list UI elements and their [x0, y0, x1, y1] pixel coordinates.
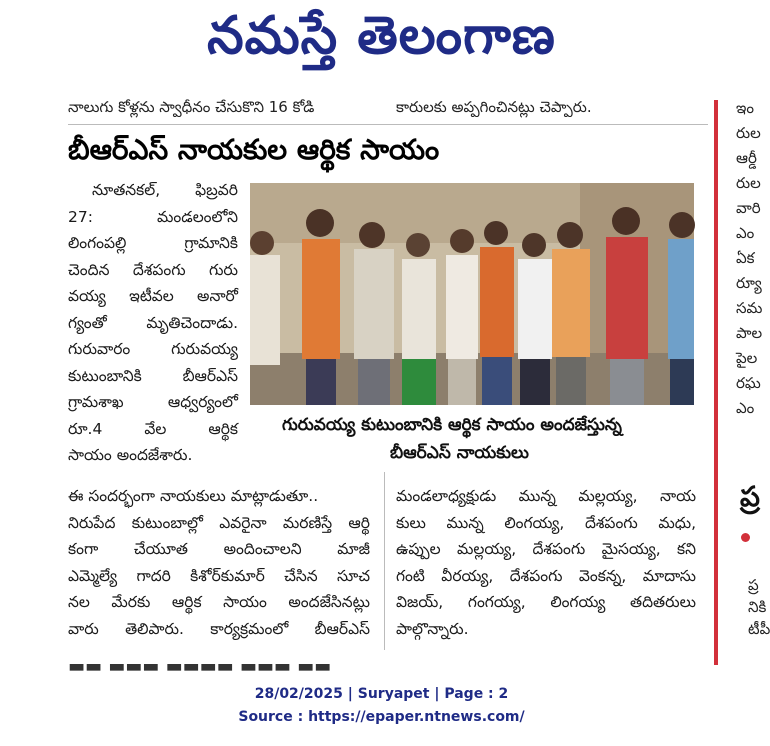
bullet-icon: [741, 533, 750, 542]
article-line: కుటుంబానికి బీఆర్ఎస్: [68, 366, 238, 385]
previous-article-fragment-right: కారులకు అప్పగించినట్లు చెప్పారు.: [396, 98, 592, 116]
article-line: గురువారం గురువయ్య: [68, 340, 238, 358]
fragment-line: టీపీ: [748, 620, 770, 638]
fragment-line: ఆర్డీ: [736, 149, 757, 167]
fragment-line: ర్యూ: [736, 274, 762, 292]
article-line: గ్యంతో మృతిచెందాడు.: [68, 313, 238, 332]
photo-caption-line-1: గురువయ్య కుటుంబానికి ఆర్థిక సాయం అందజేస్తున్న: [282, 415, 622, 435]
article-line: గంటి వీరయ్య, దేశపంగు వెంకన్న, మాదాసు: [396, 566, 696, 585]
article-left-column: [68, 177, 238, 469]
article-line: ఎమ్మెల్యే గాదరి కిశోర్‌కుమార్ చేసిన సూచ: [68, 566, 370, 585]
article-line: సాయం అందజేశారు.: [68, 446, 193, 464]
footer-date-edition: 28/02/2025 | Suryapet | Page : 2: [254, 686, 509, 702]
article-line: ఈ సందర్భంగా నాయకులు మాట్లాడుతూ..: [68, 487, 319, 505]
fragment-line: ఏక: [736, 249, 755, 267]
footer-source: Source : https://epaper.ntnews.com/: [238, 709, 525, 725]
adjacent-section-heading: ప్ర: [740, 480, 760, 513]
fragment-line: ఇం: [736, 99, 754, 117]
next-headline-fragment: ▬▬ ▬▬▬ ▬▬▬▬ ▬▬▬ ▬▬: [68, 656, 332, 677]
article-line: లింగంపల్లి గ్రామానికి: [68, 234, 238, 252]
article-headline: బీఆర్ఎస్ నాయకుల ఆర్థిక సాయం: [68, 133, 440, 166]
fragment-line: పైల: [736, 349, 758, 367]
article-line: మండలాధ్యక్షుడు మున్న మల్లయ్య, నాయ: [396, 487, 696, 505]
photo-caption-line-2: బీఆర్ఎస్ నాయకులు: [390, 443, 529, 463]
article-line: గ్రామశాఖ ఆధ్వర్యంలో: [68, 393, 238, 411]
article-line: నూతనకల్, ఫిబ్రవరి: [92, 181, 238, 199]
article-line: 27: మండలంలోని: [68, 207, 238, 226]
adjacent-article-fragment-bottom: [748, 574, 770, 664]
fragment-line: నికి: [748, 598, 767, 616]
adjacent-article-fragment: [736, 96, 763, 451]
fragment-line: రుల: [736, 174, 761, 192]
fragment-line: ఎం: [736, 224, 755, 242]
article-line: పాల్గొన్నారు.: [396, 619, 469, 638]
article-right-column: [396, 483, 696, 642]
newspaper-masthead: [0, 0, 763, 88]
article-line: వయ్య ఇటీవల అనారో: [68, 287, 238, 305]
fragment-line: రుల: [736, 124, 761, 142]
column-divider: [384, 472, 385, 650]
fragment-line: వారి: [736, 199, 761, 217]
article-line: నిరుపేద కుటుంబాల్లో ఎవరైనా మరణిస్తే ఆర్థి: [68, 513, 370, 532]
article-wide-column: [68, 483, 370, 642]
news-photo: [250, 183, 694, 405]
article-line: కులు మున్న లింగయ్య, దేశపంగు మధు,: [396, 513, 696, 532]
fragment-line: రఘ: [736, 374, 761, 392]
fragment-line: పాల: [736, 324, 763, 342]
fragment-line: ఎం: [736, 399, 755, 417]
article-line: విజయ్, గంగయ్య, లింగయ్య తదితరులు: [396, 593, 696, 611]
masthead-title: నమస్తే తెలంగాణ: [207, 6, 556, 66]
article-line: ఉప్పుల మల్లయ్య, దేశపంగు మైసయ్య, కని: [396, 540, 696, 558]
article-line: చెందిన దేశపంగు గురు: [68, 260, 238, 279]
article-line: నల మేరకు ఆర్థిక సాయం అందజేసినట్లు: [68, 593, 370, 611]
header-divider: [68, 124, 708, 125]
article-line: కంగా చేయూత అందించాలని మాజీ: [68, 540, 370, 558]
article-line: వారు తెలిపారు. కార్యక్రమంలో బీఆర్ఎస్: [68, 619, 370, 638]
previous-article-fragment: నాలుగు కోళ్లను స్వాధీనం చేసుకొని 16 కోడి: [68, 98, 315, 116]
column-accent-bar: [714, 100, 718, 665]
fragment-line: ప్ర: [748, 576, 759, 594]
fragment-line: సమ: [736, 299, 763, 317]
article-line: రూ.4 వేల ఆర్థిక: [68, 419, 238, 438]
